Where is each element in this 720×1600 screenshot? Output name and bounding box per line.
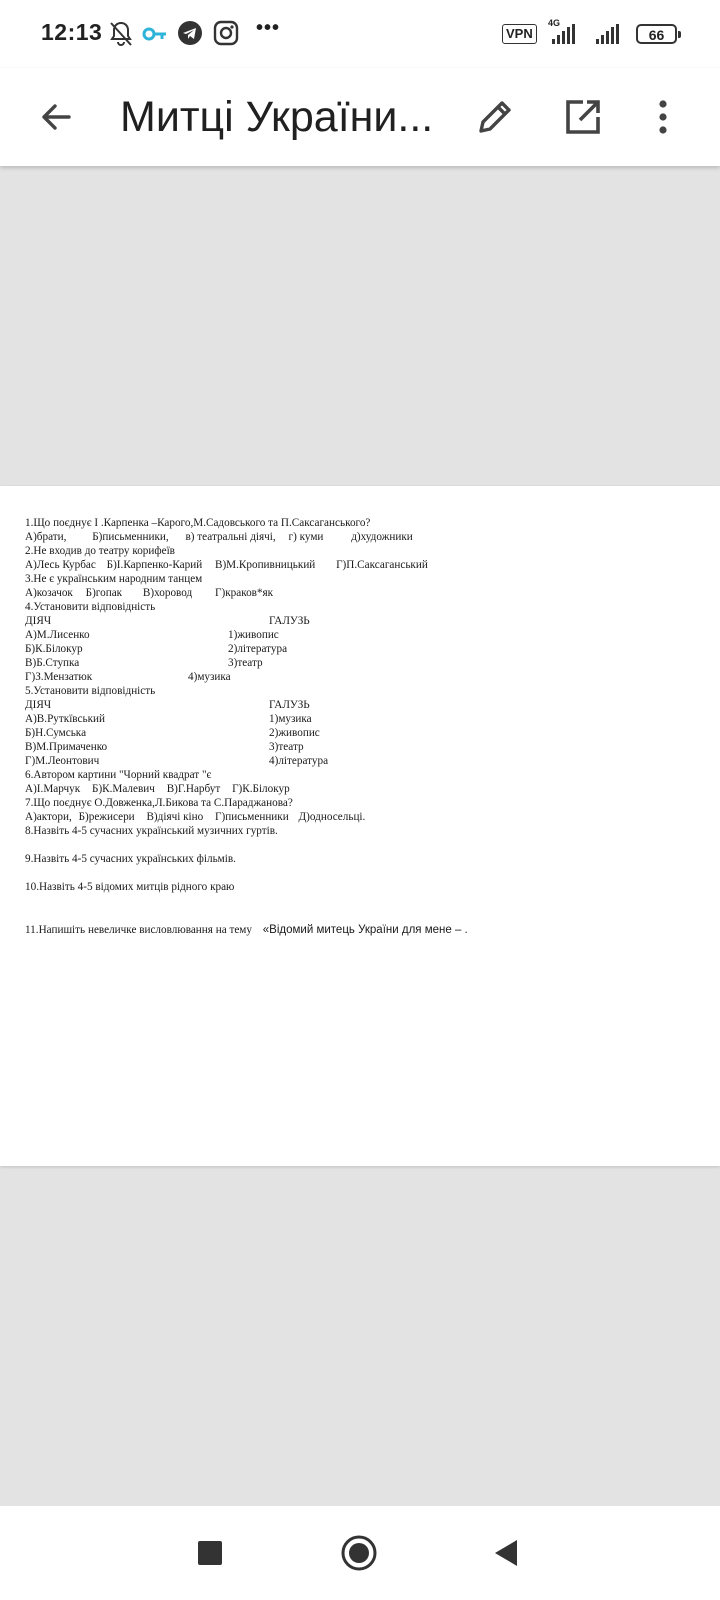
pencil-icon — [475, 97, 515, 137]
q5-right-item: 3)театр — [269, 741, 304, 753]
q5-right-item: 1)музика — [269, 713, 312, 725]
question-3-options: А)козачок Б)гопак В)хоровод Г)краков*як — [25, 587, 274, 599]
question-11: 11.Напишіть невеличке висловлювання на тему «Відомий митець України для мене – . — [25, 924, 468, 936]
question-8: 8.Назвіть 4-5 сучасних український музичних гуртів. — [25, 825, 278, 837]
open-external-button[interactable] — [556, 90, 610, 144]
recents-button[interactable] — [185, 1528, 235, 1578]
question-2: 2.Не входив до театру корифеїв — [25, 545, 175, 557]
question-11-topic: «Відомий митець України для мене – . — [262, 924, 468, 936]
more-options-button[interactable] — [636, 90, 690, 144]
q5-left-item: Б)Н.Сумська — [25, 727, 87, 739]
battery-indicator: 66 — [636, 24, 677, 44]
back-nav-button[interactable] — [481, 1528, 531, 1578]
question-7: 7.Що поєднує О.Довженка,Л.Бикова та С.Параджанова? — [25, 797, 293, 809]
document-page — [0, 486, 720, 1166]
edit-button[interactable] — [468, 90, 522, 144]
signal-icon-2 — [596, 24, 626, 51]
q4-left-item: А)М.Лисенко — [25, 629, 90, 641]
back-triangle-icon — [493, 1538, 519, 1568]
q5-header-left: ДІЯЧ — [25, 699, 52, 711]
q4-header-left: ДІЯЧ — [25, 615, 52, 627]
system-nav-bar — [0, 1506, 720, 1600]
question-10: 10.Назвіть 4-5 відомих митців рідного краю — [25, 881, 235, 893]
q4-right-item: 4)музика — [188, 671, 231, 683]
question-6: 6.Автором картини "Чорний квадрат "є — [25, 769, 212, 781]
question-6-options: А)І.Марчук Б)К.Малевич В)Г.Нарбут Г)К.Білокур — [25, 783, 290, 795]
q5-header-right: ГАЛУЗЬ — [269, 699, 310, 711]
question-7-options: А)актори, Б)режисери В)діячі кіно Г)письменники Д)односельці. — [25, 811, 366, 823]
more-notifications-icon: ••• — [256, 17, 281, 39]
home-circle-icon — [340, 1534, 378, 1572]
q5-left-item: Г)М.Леонтович — [25, 755, 100, 767]
signal-icon-1 — [548, 24, 578, 51]
home-button[interactable] — [334, 1528, 384, 1578]
question-1: 1.Що поєднує І .Карпенка –Карого,М.Садовського та П.Саксаганського? — [25, 517, 371, 529]
more-vert-icon — [657, 99, 669, 135]
telegram-icon — [177, 20, 203, 51]
vpn-badge: VPN — [502, 24, 537, 44]
status-time: 12:13 — [41, 19, 103, 45]
q4-left-item: В)Б.Ступка — [25, 657, 80, 669]
app-toolbar — [0, 68, 720, 166]
question-3: 3.Не є українським народним танцем — [25, 573, 203, 585]
q5-left-item: А)В.Руткївський — [25, 713, 106, 725]
q4-right-item: 3)театр — [228, 657, 263, 669]
q4-left-item: Г)З.Мензатюк — [25, 671, 93, 683]
question-1-options: А)брати, Б)письменники, в) театральні діячі, г) куми д)художники — [25, 531, 413, 543]
key-icon — [142, 22, 168, 51]
q5-right-item: 2)живопис — [269, 727, 320, 739]
q4-left-item: Б)К.Білокур — [25, 643, 83, 655]
question-4: 4.Установити відповідність — [25, 601, 156, 613]
notifications-muted-icon — [108, 20, 134, 53]
network-type: 4G — [548, 18, 561, 28]
question-2-options: А)Лесь Курбас Б)І.Карпенко-Карий В)М.Кропивницький Г)П.Саксаганський — [25, 559, 428, 571]
q4-header-right: ГАЛУЗЬ — [269, 615, 310, 627]
q4-right-item: 1)живопис — [228, 629, 279, 641]
q4-right-item: 2)література — [228, 643, 288, 655]
document-viewer[interactable] — [0, 166, 720, 1506]
question-5: 5.Установити відповідність — [25, 685, 156, 697]
question-9: 9.Назвіть 4-5 сучасних українських фільмів. — [25, 853, 236, 865]
open-in-new-icon — [563, 97, 603, 137]
recents-square-icon — [197, 1540, 223, 1566]
status-bar — [0, 0, 720, 68]
q5-right-item: 4)література — [269, 755, 329, 767]
instagram-icon — [213, 20, 239, 51]
back-button[interactable] — [28, 90, 82, 144]
arrow-back-icon — [37, 99, 73, 135]
q5-left-item: В)М.Примаченко — [25, 741, 108, 753]
document-title: Митці України... — [120, 93, 434, 141]
